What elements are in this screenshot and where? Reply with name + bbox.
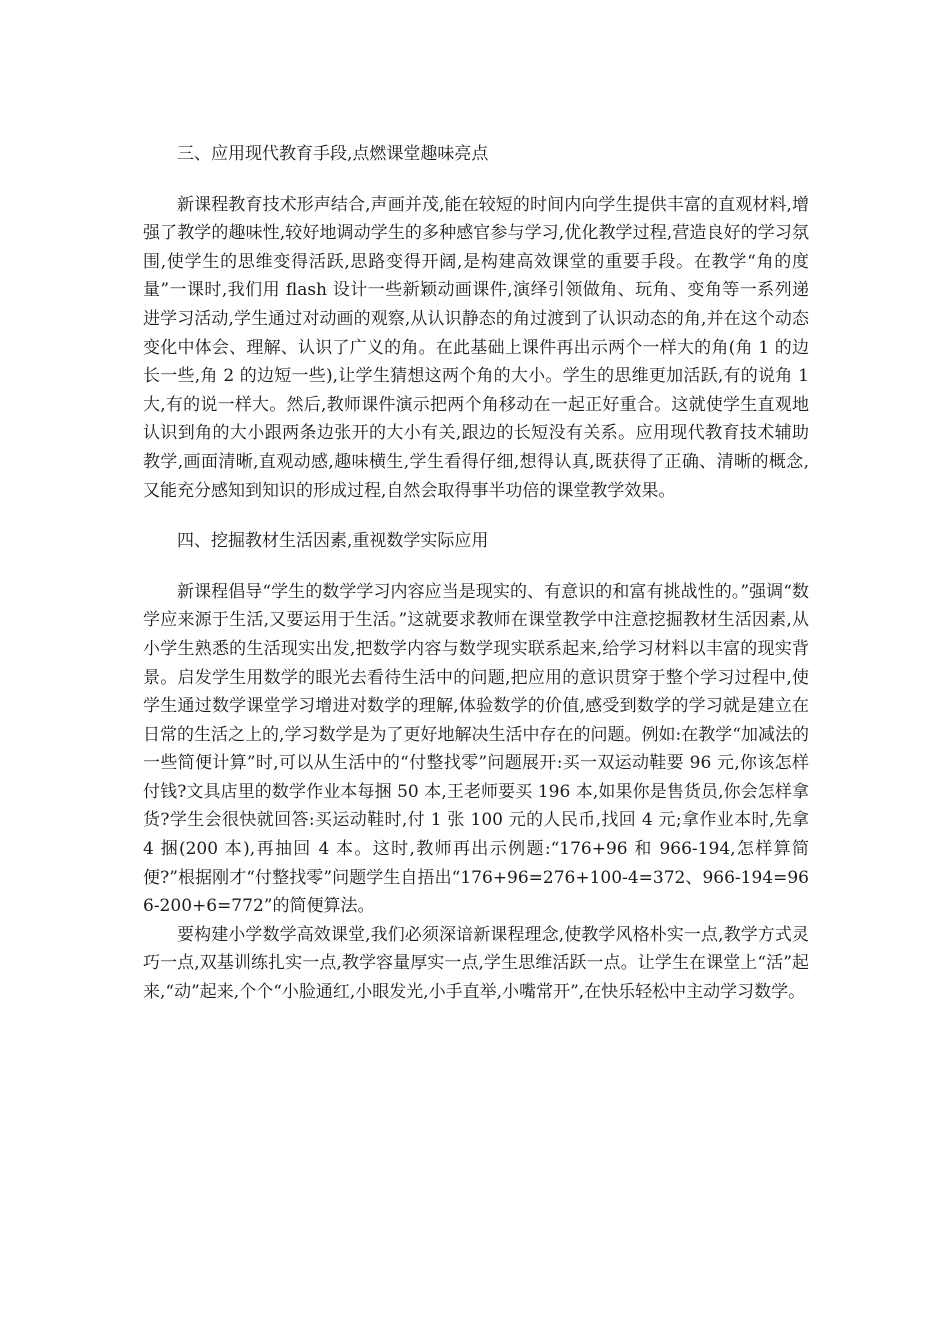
conclusion-paragraph: 要构建小学数学高效课堂,我们必须深谙新课程理念,使教学风格朴实一点,教学方式灵巧一点,双基训练扎实一点,教学容量厚实一点,学生思维活跃一点。让学生在课堂上“活”起来,“动”起来,个个“小脸通红,小眼发光,小手直举,小嘴常开”,在快乐轻松中主动学习数学。 <box>143 924 809 1003</box>
section-4-heading: 四、挖掘教材生活因素,重视数学实际应用 <box>177 531 489 552</box>
section-3-paragraph: 新课程教育技术形声结合,声画并茂,能在较短的时间内向学生提供丰富的直观材料,增强了教学的趣味性,较好地调动学生的多种感官参与学习,优化教学过程,营造良好的学习氛围,使学生的思维变得活跃,思路变得开阔,是构建高效课堂的重要手段。在教学“角的度量”一课时,我们用 flash 设计一些新颖动画课件,演绎引领做角、玩角、变角等一系列递进学习活动,学生通过对动画的观察,从认识静态的角过渡到了认识动态的角,并在这个动态变化中体会、理解、认识了广义的角。在此基础上课件再出示两个一样大的角(角 1 的边长一些,角 2 的边短一些),让学生猜想这两个角的大小。学生的思维更加活跃,有的说角 1 大,有的说一样大。然后,教师课件演示把两个角移动在一起正好重合。这就使学生直观地认识到角的大小跟两条边张开的大小有关,跟边的长短没有关系。应用现代教育技术辅助教学,画面清晰,直观动感,趣味横生,学生看得仔细,想得认真,既获得了正确、清晰的概念,又能充分感知到知识的形成过程,自然会取得事半功倍的课堂教学效果。 <box>143 194 809 501</box>
section-4-paragraph: 新课程倡导“学生的数学学习内容应当是现实的、有意识的和富有挑战性的。”强调“数学应来源于生活,又要运用于生活。”这就要求教师在课堂教学中注意挖掘教材生活因素,从小学生熟悉的生活现实出发,把数学内容与数学现实联系起来,给学习材料以丰富的现实背景。启发学生用数学的眼光去看待生活中的问题,把应用的意识贯穿于整个学习过程中,使学生通过数学课堂学习增进对数学的理解,体验数学的价值,感受到数学的学习就是建立在日常的生活之上的,学习数学是为了更好地解决生活中存在的问题。例如:在教学“加减法的一些简便计算”时,可以从生活中的“付整找零”问题展开:买一双运动鞋要 96 元,你该怎样付钱?文具店里的数学作业本每捆 50 本,王老师要买 196 本,如果你是售货员,你会怎样拿货?学生会很快就回答:买运动鞋时,付 1 张 100 元的人民币,找回 4 元;拿作业本时,先拿 4 捆(200 本),再抽回 4 本。这时,教师再出示例题:“176+96 和 966-194,怎样算简便?”根据刚才“付整找零”问题学生自捂出“176+96=276+100-4=372、966-194=966-200+6=772”的简便算法。 <box>143 581 809 917</box>
document-page <box>143 140 809 1007</box>
section-3-heading: 三、应用现代教育手段,点燃课堂趣味亮点 <box>177 144 489 164</box>
